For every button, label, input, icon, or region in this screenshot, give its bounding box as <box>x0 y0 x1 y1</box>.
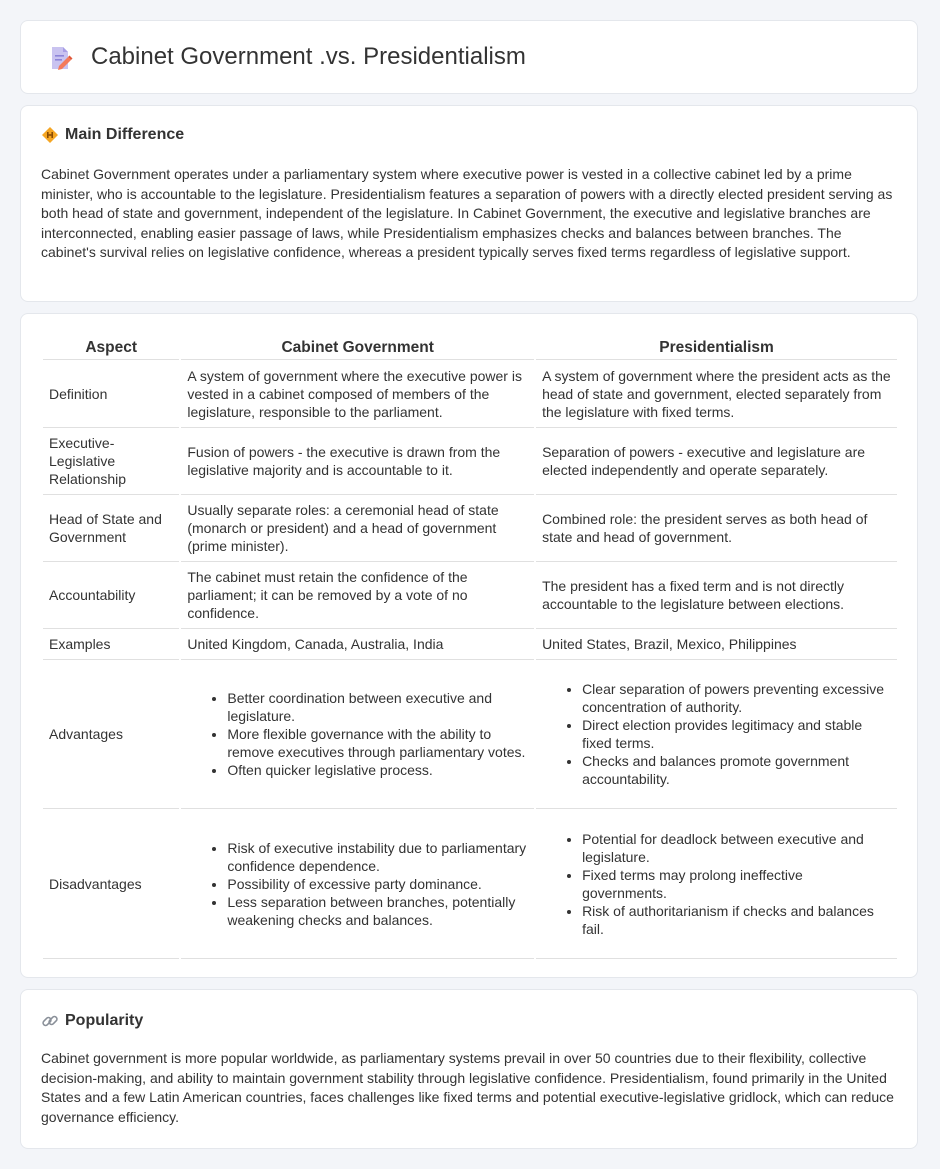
header-card <box>20 20 918 94</box>
presidential-cell: Combined role: the president serves as both head of state and head of government. <box>536 495 897 562</box>
popularity-text: Cabinet government is more popular worldwide, as parliamentary systems prevail in over 50 countries due to their flexibility, collective decision-making, and ability to maintain government stability through legislative confidence. Presidentialism, found primarily in the United States and a few Latin American countries, faces challenges like fixed terms and potential executive-legislative gridlock, which can reduce governance efficiency. <box>41 1050 894 1125</box>
presidential-disadvantages-cell <box>536 809 897 959</box>
cabinet-disadvantages-cell <box>181 809 534 959</box>
list-item: • Less separation between branches, potentially weakening checks and balances. <box>227 893 528 929</box>
list-item: • Fixed terms may prolong ineffective governments. <box>582 866 891 902</box>
cabinet-disadvantages-list <box>187 839 528 929</box>
presidential-cell: A system of government where the president acts as the head of state and government, elected separately from the legislature with fixed terms. <box>536 360 897 428</box>
presidential-cell: The president has a fixed term and is not directly accountable to the legislature between elections. <box>536 562 897 629</box>
diamond-sign-icon <box>41 126 59 144</box>
comparison-table-card <box>20 313 918 978</box>
list-item: • Clear separation of powers preventing excessive concentration of authority. <box>582 680 891 716</box>
popularity-card <box>20 989 918 1149</box>
list-item: • Risk of executive instability due to parliamentary confidence dependence. <box>227 839 528 875</box>
cabinet-cell: Usually separate roles: a ceremonial head of state (monarch or president) and a head of government (prime minister). <box>181 495 534 562</box>
main-difference-title: Main Difference <box>65 126 185 143</box>
list-item: • More flexible governance with the ability to remove executives through parliamentary votes. <box>227 725 528 761</box>
header-presidential: Presidentialism <box>536 335 897 360</box>
aspect-cell: Disadvantages <box>43 809 179 959</box>
page-title: Cabinet Government .vs. Presidentialism <box>91 43 526 70</box>
table-row <box>43 629 897 660</box>
header-aspect: Aspect <box>43 335 179 360</box>
presidential-cell: Separation of powers - executive and legislature are elected independently and operate separately. <box>536 428 897 495</box>
list-item: • Often quicker legislative process. <box>227 761 528 779</box>
main-difference-text: Cabinet Government operates under a parliamentary system where executive power is vested in a collective cabinet led by a prime minister, who is accountable to the legislature. Presidentialism features a separation of powers with a directly elected president serving as both head of state and government, independent of the legislature. In Cabinet Government, the executive and legislative branches are interconnected, enabling easier passage of laws, while Presidentialism emphasizes checks and balances between branches. The cabinet's survival relies on legislative confidence, whereas a president typically serves fixed terms regardless of legislative support. <box>41 166 893 260</box>
aspect-cell: Definition <box>43 360 179 428</box>
cabinet-advantages-list <box>187 689 528 779</box>
comparison-table <box>41 335 899 959</box>
table-row <box>43 495 897 562</box>
aspect-cell: Executive-Legislative Relationship <box>43 428 179 495</box>
list-item: • Checks and balances promote government accountability. <box>582 752 891 788</box>
table-row <box>43 428 897 495</box>
list-item: • Potential for deadlock between executive and legislature. <box>582 830 891 866</box>
aspect-cell: Advantages <box>43 660 179 809</box>
cabinet-cell: A system of government where the executive power is vested in a cabinet composed of members of the legislature, responsible to the parliament. <box>181 360 534 428</box>
table-row-advantages <box>43 660 897 809</box>
popularity-title: Popularity <box>65 1012 144 1029</box>
aspect-cell: Head of State and Government <box>43 495 179 562</box>
header-cabinet: Cabinet Government <box>181 335 534 360</box>
presidential-disadvantages-list <box>542 830 891 938</box>
table-row <box>43 562 897 629</box>
presidential-advantages-list <box>542 680 891 788</box>
main-difference-heading <box>41 126 184 144</box>
cabinet-cell: United Kingdom, Canada, Australia, India <box>181 629 534 660</box>
table-row-disadvantages <box>43 809 897 959</box>
popularity-heading <box>41 1012 143 1030</box>
table-row <box>43 360 897 428</box>
list-item: • Possibility of excessive party dominance. <box>227 875 528 893</box>
presidential-cell: United States, Brazil, Mexico, Philippines <box>536 629 897 660</box>
list-item: • Direct election provides legitimacy and stable fixed terms. <box>582 716 891 752</box>
list-item: • Better coordination between executive and legislature. <box>227 689 528 725</box>
list-item: • Risk of authoritarianism if checks and balances fail. <box>582 902 891 938</box>
presidential-advantages-cell <box>536 660 897 809</box>
aspect-cell: Accountability <box>43 562 179 629</box>
cabinet-cell: The cabinet must retain the confidence of the parliament; it can be removed by a vote of no confidence. <box>181 562 534 629</box>
main-difference-card <box>20 105 918 302</box>
document-edit-icon <box>47 45 73 71</box>
table-header-row <box>43 335 897 360</box>
cabinet-advantages-cell <box>181 660 534 809</box>
aspect-cell: Examples <box>43 629 179 660</box>
link-icon <box>41 1012 59 1030</box>
cabinet-cell: Fusion of powers - the executive is drawn from the legislative majority and is accountable to it. <box>181 428 534 495</box>
